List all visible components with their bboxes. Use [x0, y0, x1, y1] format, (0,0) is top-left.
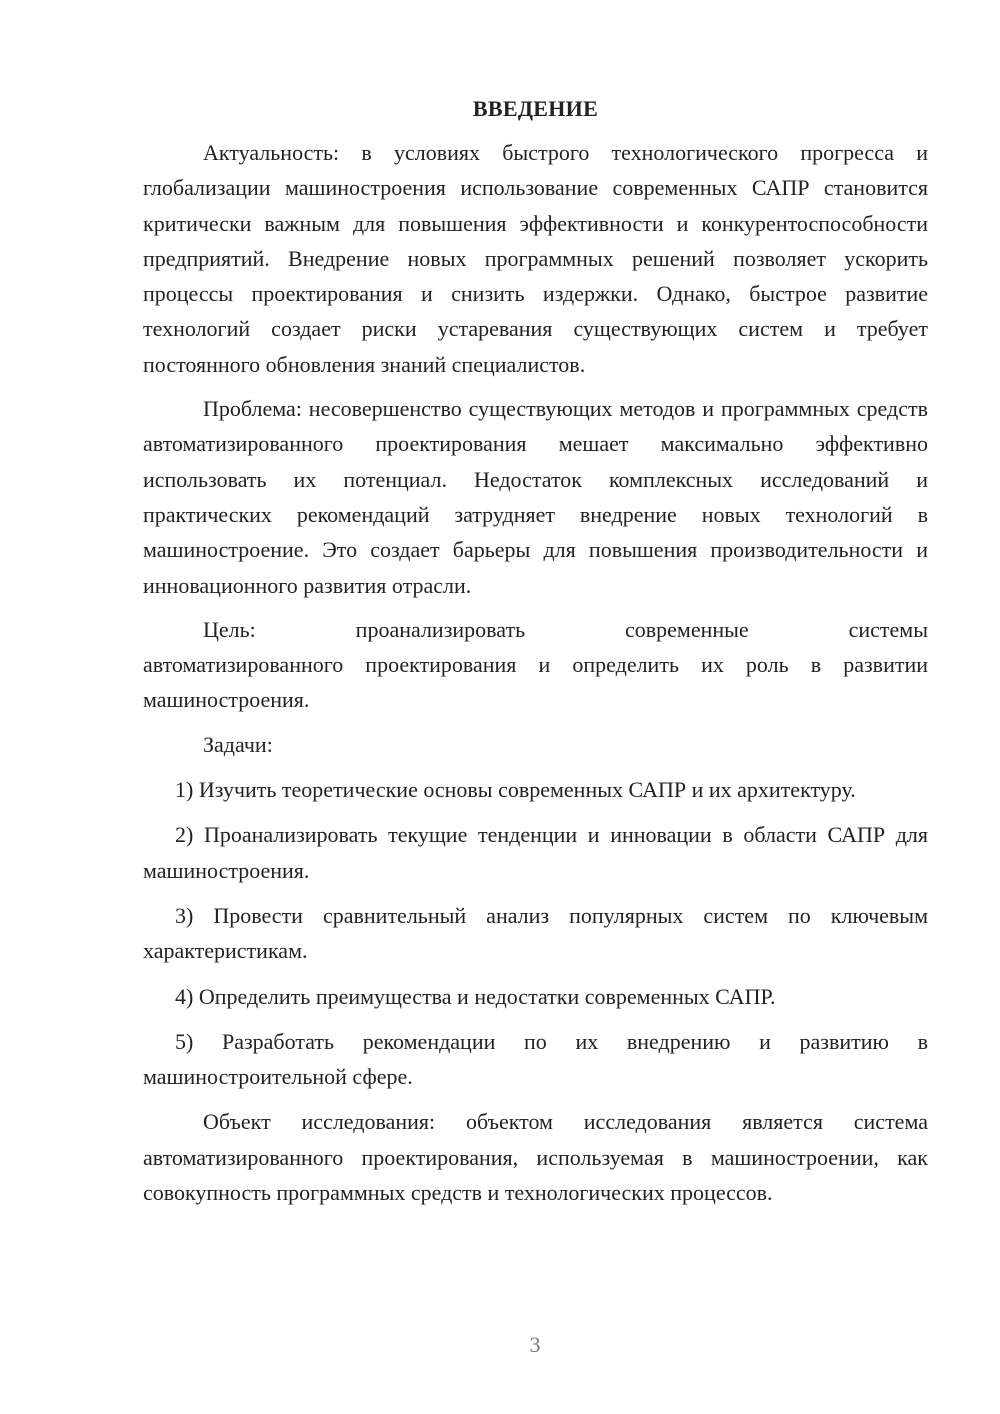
task-item: 5) Разработать рекомендации по их внедрению и развитию в машиностроительной сфере.	[143, 1028, 928, 1090]
task-item: 3) Провести сравнительный анализ популярных систем по ключевым характеристикам.	[143, 902, 928, 964]
task-item: 4) Определить преимущества и недостатки современных САПР.	[175, 983, 776, 1009]
goal-continuation: автоматизированного проектирования и определить их роль в развитии машиностроения.	[143, 652, 928, 713]
relevance-paragraph: Актуальность: в условиях быстрого технологического прогресса и глобализации машиностроения использование современных САПР становится критически важным для повышения эффективности и конкурентоспособности предприятий. Внедрение новых программных решений позволяет ускорить процессы проектирования и снизить издержки. Однако, быстрое развитие технологий создает риски устаревания существующих систем и требует постоянного обновления знаний специалистов.	[143, 140, 928, 377]
document-page	[143, 93, 928, 1219]
tasks-label: Задачи:	[203, 731, 273, 757]
problem-paragraph: Проблема: несовершенство существующих методов и программных средств автоматизированного проектирования мешает максимально эффективно использовать их потенциал. Недостаток комплексных исследований и практических рекомендаций затрудняет внедрение новых технологий в машиностроение. Это создает барьеры для повышения производительности и инновационного развития отрасли.	[143, 396, 928, 598]
page-number: 3	[529, 1332, 541, 1357]
goal-word: Цель:	[203, 616, 256, 642]
goal-word: современные	[625, 616, 749, 642]
goal-word: проанализировать	[355, 616, 526, 642]
goal-paragraph	[143, 612, 928, 718]
tasks-list	[143, 772, 928, 1094]
goal-word: системы	[848, 616, 928, 642]
goal-first-line	[143, 612, 928, 647]
section-heading: ВВЕДЕНИЕ	[472, 96, 599, 121]
task-item: 2) Проанализировать текущие тенденции и инновации в области САПР для машиностроения.	[143, 822, 928, 883]
object-paragraph: Объект исследования: объектом исследования является система автоматизированного проектирования, используемая в машиностроении, как совокупность программных средств и технологических процессов.	[143, 1109, 928, 1206]
task-item: 1) Изучить теоретические основы современных САПР и их архитектуру.	[175, 777, 856, 803]
